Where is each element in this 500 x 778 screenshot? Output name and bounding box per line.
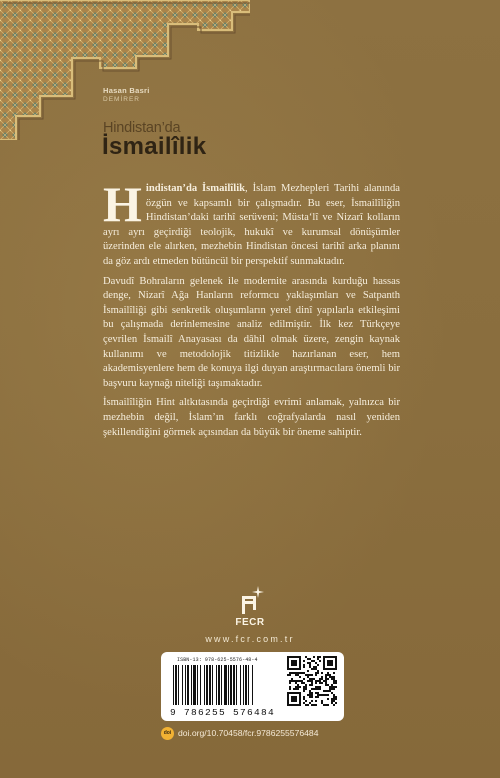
publisher-website-link[interactable]: www.fcr.com.tr <box>205 634 295 644</box>
blurb-paragraph-1 <box>103 176 400 270</box>
book-title-line2: İsmailîlik <box>102 133 207 160</box>
author-first-name: Hasan Basri <box>103 86 150 95</box>
doi-link[interactable]: doi.org/10.70458/fcr.9786255576484 <box>178 728 319 738</box>
author-last-name: DEMİRER <box>103 96 140 103</box>
isbn-barcode-panel <box>161 652 344 721</box>
isbn-label: ISBN-13: 978-625-5576-48-4 <box>177 657 258 663</box>
blurb-paragraph-3: İsmailîliğin Hint altkıtasında geçirdiği evrimi anlamak, yalnızca bir mezhebin değil, İslam’ın farklı coğrafyalarda nasıl yeniden şekillendiğini görmek açısından da büyük bir öneme sahiptir. <box>103 397 400 438</box>
doi-row <box>161 726 319 740</box>
drop-cap: H <box>103 176 142 232</box>
publisher-name: FECR <box>235 617 265 628</box>
ornamental-tile-pattern <box>0 0 250 140</box>
doi-icon: doi <box>161 727 174 740</box>
blurb-lead-bold: indistan’da İsmailîlik <box>145 183 246 194</box>
back-cover-blurb <box>103 176 400 445</box>
blurb-paragraph-1-text: , İslam Mezhepleri Tarihi alanında özgün ve kapsamlı bir çalışmadır. Bu eser, İsmailîliğin Hindistan’daki tarihî serüveni; Müsta‘lî ve Nizarî kolların ayrı ayrı geçirdiği teolojik, hukukî ve kurumsal dönüşümler üzerinden ele alırken, mezhebin Hindistan öncesi tarihî arka planını da göz ardı etmeden bütüncül bir perspektif sunmaktadır. <box>103 183 400 267</box>
qr-code <box>287 656 339 708</box>
isbn-barcode <box>173 665 281 707</box>
blurb-paragraph-2: Davudî Bohraların gelenek ile modernite arasında kurduğu hassas denge, Nizarî Ağa Hanların reformcu yaklaşımları ve Satpanth İsmailîliği gibi senkretik oluşumların yerel dinî yapılarla etkileşimi bu çalışmada derinlemesine analiz edilmiştir. İlk kez Türkçeye çevrilen İsmailî Anayasası da dâhil olmak üzere, zengin kaynak kullanımı ve metodolojik titizlikle hazırlanan eser, hem akademisyenlere hem de konuya ilgi duyan araştırmacılara önemli bir başvuru kaynağı niteliği taşımaktadır. <box>103 275 400 389</box>
isbn-digits: 9 786255 576484 <box>170 707 276 718</box>
book-title-line1: Hindistan’da <box>103 120 181 136</box>
